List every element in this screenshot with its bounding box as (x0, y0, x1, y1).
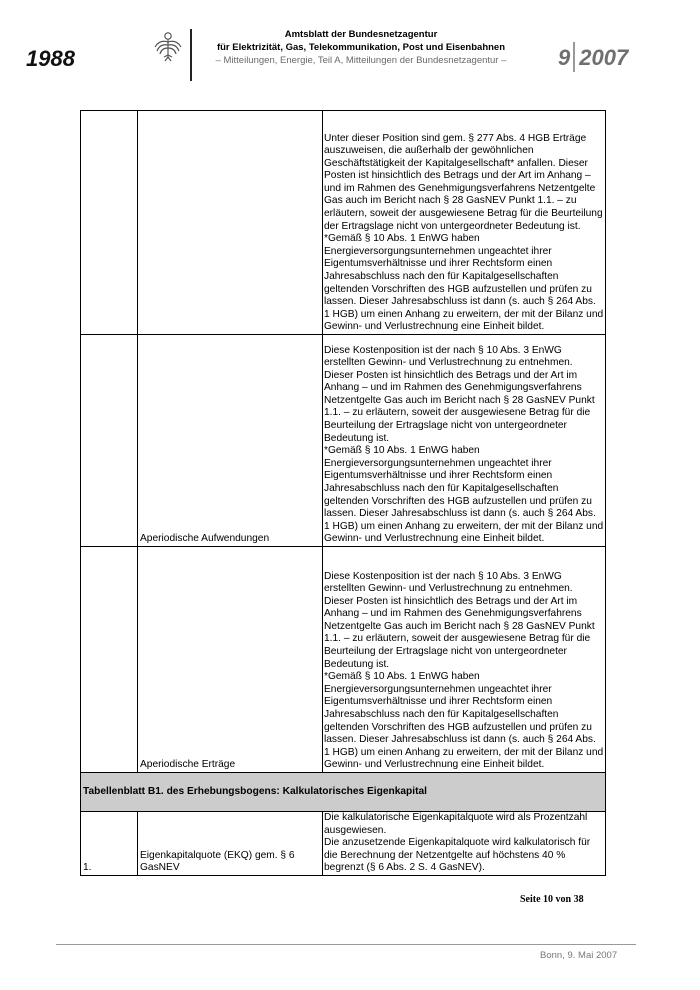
issue-divider (573, 42, 575, 72)
header-divider (190, 29, 192, 81)
table-row (81, 547, 606, 773)
row-number (81, 547, 138, 773)
issue-indicator (558, 44, 628, 74)
row-description (323, 547, 606, 773)
section-title: Tabellenblatt B1. des Erhebungsbogens: Kalkulatorisches Eigenkapital (81, 773, 606, 812)
federal-eagle-icon (153, 30, 183, 64)
row-description-text: Die kalkulatorische Eigenkapitalquote wird als Prozentzahl ausgewiesen. Die anzusetzende Eigenkapitalquote wird kalkulatorisch für die Berechnung der Netzentgelte auf höchstens 40 % begrenzt (§ 6 Abs. 2 S. 4 GasNEV). (324, 812, 591, 874)
row-number (81, 111, 138, 335)
row-description (323, 812, 606, 876)
table-row (81, 111, 606, 335)
row-description-text: Diese Kostenposition ist der nach § 10 Abs. 3 EnWG erstellten Gewinn- und Verlustrechnung zu entnehmen. Dieser Posten ist hinsichtlich des Betrags und der Art im Anhang – und im Rahmen des Genehmigungsverfahrens Netzentgelte Gas auch im Bericht nach § 28 GasNEV Punkt 1.1. – zu erläutern, soweit der ausgewiesene Betrag für die Beurteilung der Ertragslage nicht von untergeordneter Bedeutung ist. *Gemäß § 10 Abs. 1 EnWG haben Energieversorgungsunternehmen ungeachtet ihrer Eigentumsverhältnisse und ihrer Rechtsform einen Jahresabschluss nach den für Kapitalgesellschaften geltenden Vorschriften des HGB aufzustellen und prüfen zu lassen. Dieser Jahresabschluss ist dann (s. auch § 264 Abs. 1 HGB) um einen Anhang zu erweitern, der mit der Bilanz und Gewinn- und Verlustrechnung eine Einheit bildet. (324, 344, 604, 545)
publication-section: – Mitteilungen, Energie, Teil A, Mitteilungen der Bundesnetzagentur – (215, 55, 507, 66)
row-description-text: Unter dieser Position sind gem. § 277 Abs. 4 HGB Erträge auszuweisen, die außerhalb der gewöhnlichen Geschäftstätigkeit der Kapitalgesellschaft* anfallen. Dieser Posten ist hinsichtlich des Betrags und der Art im Anhang – und im Rahmen des Genehmigungsverfahrens Netzentgelte Gas auch im Bericht nach § 28 GasNEV Punkt 1.1. – zu erläutern, soweit der ausgewiesene Betrag für die Beurteilung der Ertragslage nicht von untergeordneter Bedeutung ist. *Gemäß § 10 Abs. 1 EnWG haben Energieversorgungsunternehmen ungeachtet ihrer Eigentumsverhältnisse und ihrer Rechtsform einen Jahresabschluss nach den für Kapitalgesellschaften geltenden Vorschriften des HGB aufzustellen und prüfen zu lassen. Dieser Jahresabschluss ist dann (s. auch § 264 Abs. 1 HGB) um einen Anhang zu erweitern, der mit der Bilanz und Gewinn- und Verlustrechnung eine Einheit bildet. (324, 132, 604, 333)
row-label: Eigenkapitalquote (EKQ) gem. § 6 GasNEV (138, 812, 323, 876)
row-description-text: Diese Kostenposition ist der nach § 10 Abs. 3 EnWG erstellten Gewinn- und Verlustrechnung zu entnehmen. Dieser Posten ist hinsichtlich des Betrags und der Art im Anhang – und im Rahmen des Genehmigungsverfahrens Netzentgelte Gas auch im Bericht nach § 28 GasNEV Punkt 1.1. – zu erläutern, soweit der ausgewiesene Betrag für die Beurteilung der Ertragslage nicht von untergeordneter Bedeutung ist. *Gemäß § 10 Abs. 1 EnWG haben Energieversorgungsunternehmen ungeachtet ihrer Eigentumsverhältnisse und ihrer Rechtsform einen Jahresabschluss nach den für Kapitalgesellschaften geltenden Vorschriften des HGB aufzustellen und prüfen zu lassen. Dieser Jahresabschluss ist dann (s. auch § 264 Abs. 1 HGB) um einen Anhang zu erweitern, der mit der Bilanz und Gewinn- und Verlustrechnung eine Einheit bildet. (324, 570, 604, 771)
publication-subtitle: für Elektrizität, Gas, Telekommunikation, Post und Eisenbahnen (216, 42, 506, 53)
row-description (323, 111, 606, 335)
footer-divider (56, 944, 636, 945)
issue-year: 2007 (579, 44, 629, 70)
footer-date: Bonn, 9. Mai 2007 (540, 950, 618, 961)
publication-title: Amtsblatt der Bundesnetzagentur (284, 29, 438, 40)
page-number: 1988 (26, 46, 75, 71)
row-label: Aperiodische Erträge (138, 547, 323, 773)
row-label: Aperiodische Aufwendungen (138, 335, 323, 547)
row-number: 1. (81, 812, 138, 876)
row-description (323, 335, 606, 547)
row-label (138, 111, 323, 335)
issue-number: 9 (558, 44, 571, 70)
definitions-table (80, 110, 606, 876)
publication-header (196, 29, 526, 68)
section-row (81, 773, 606, 812)
row-number (81, 335, 138, 547)
page-count: Seite 10 von 38 (520, 894, 584, 905)
table-row (81, 335, 606, 547)
table-row (81, 812, 606, 876)
